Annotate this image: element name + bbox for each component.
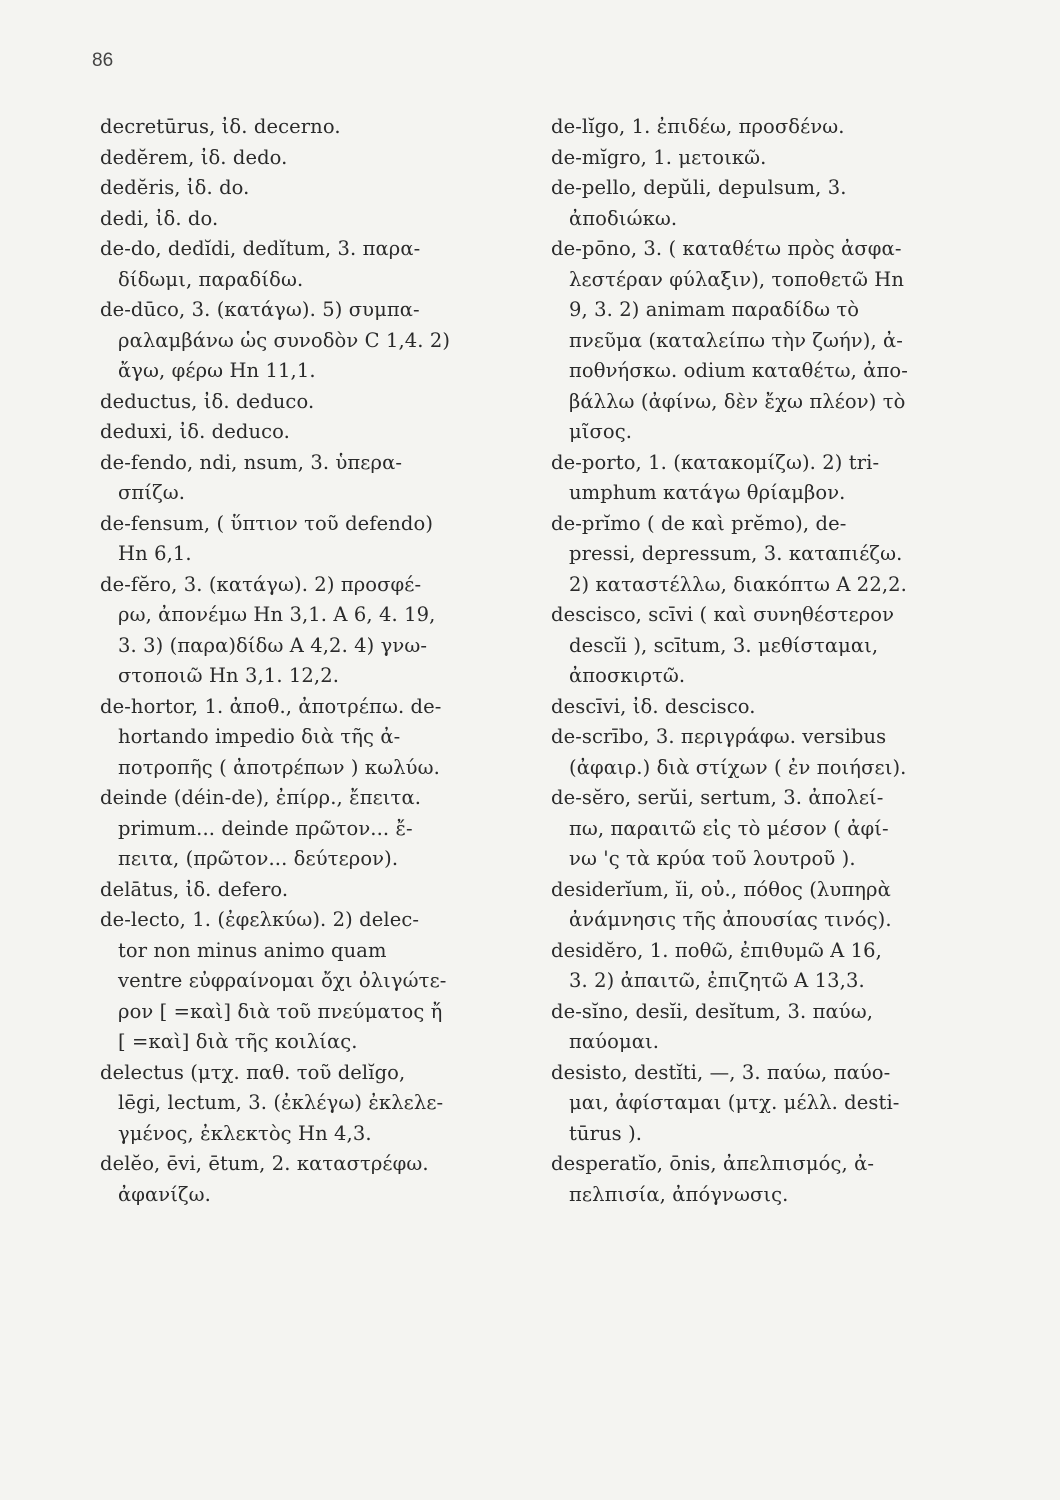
entry-line: descĭi ), scītum, 3. μεθίσταμαι, bbox=[569, 633, 879, 657]
entry-line: 2) καταστέλλω, διακόπτω A 22,2. bbox=[569, 572, 907, 596]
dictionary-entry bbox=[551, 692, 983, 723]
entry-line: de-pello, depŭli, depulsum, 3. bbox=[551, 176, 847, 199]
dictionary-entry bbox=[100, 295, 530, 387]
entry-line: de-porto, 1. (κατακομίζω). 2) tri- bbox=[551, 450, 880, 474]
entry-line: decretūrus, ἰδ. decerno. bbox=[100, 115, 341, 138]
entry-line: lēgi, lectum, 3. (ἐκλέγω) ἐκλελε- bbox=[118, 1091, 444, 1114]
entry-line: desidĕro, 1. ποθῶ, ἐπιθυμῶ A 16, bbox=[551, 938, 882, 962]
entry-line: dedĕris, ἰδ. do. bbox=[100, 176, 250, 199]
entry-line: ρον [ =καὶ] διὰ τοῦ πνεύματος ἤ bbox=[118, 999, 443, 1023]
dictionary-entry bbox=[551, 1149, 983, 1210]
entry-line: νω 'ς τὰ κρύα τοῦ λουτροῦ ). bbox=[569, 847, 856, 870]
entry-line: delātus, ἰδ. defero. bbox=[100, 877, 289, 901]
left-column bbox=[100, 112, 530, 1210]
entry-line: de-pōno, 3. ( καταθέτω πρὸς ἀσφα- bbox=[551, 237, 902, 260]
entry-line: deductus, ἰδ. deduco. bbox=[100, 389, 315, 413]
entry-line: πειτα, (πρῶτον... δεύτερον). bbox=[118, 847, 399, 870]
entry-line: γμένος, ἐκλεκτὸς Hn 4,3. bbox=[118, 1121, 372, 1145]
entry-line: dedĕrem, ἰδ. dedo. bbox=[100, 145, 288, 169]
dictionary-entry bbox=[551, 1058, 983, 1150]
entry-line: desperatĭo, ōnis, ἀπελπισμός, ἀ- bbox=[551, 1152, 875, 1175]
dictionary-entry bbox=[100, 387, 530, 418]
entry-line: de-dūco, 3. (κατάγω). 5) συμπα- bbox=[100, 298, 420, 321]
dictionary-entry bbox=[100, 234, 530, 295]
entry-line: ποτροπῆς ( ἀποτρέπων ) κωλύω. bbox=[118, 755, 440, 779]
right-column bbox=[551, 112, 983, 1210]
entry-line: ἀφανίζω. bbox=[118, 1182, 211, 1206]
entry-line: μαι, ἀφίσταμαι (μτχ. μέλλ. desti- bbox=[569, 1091, 900, 1114]
entry-line: de-do, dedĭdi, dedĭtum, 3. παρα- bbox=[100, 237, 421, 260]
dictionary-entry bbox=[100, 417, 530, 448]
entry-line: δίδωμι, παραδίδω. bbox=[118, 267, 304, 291]
dictionary-entry bbox=[551, 722, 983, 783]
entry-line: de-mĭgro, 1. μετοικῶ. bbox=[551, 145, 767, 169]
dictionary-entry bbox=[100, 875, 530, 906]
dictionary-entry bbox=[551, 997, 983, 1058]
entry-line: tūrus ). bbox=[569, 1121, 643, 1145]
entry-line: de-prĭmo ( de καὶ prĕmo), de- bbox=[551, 511, 847, 535]
dictionary-entry bbox=[551, 783, 983, 875]
entry-line: Hn 6,1. bbox=[118, 542, 192, 565]
dictionary-entry bbox=[551, 143, 983, 174]
dictionary-entry bbox=[551, 112, 983, 143]
entry-line: dedi, ἰδ. do. bbox=[100, 206, 219, 230]
entry-line: ἀποδιώκω. bbox=[569, 206, 678, 230]
entry-line: descisco, scīvi ( καὶ συνηθέστερον bbox=[551, 603, 895, 626]
dictionary-entry bbox=[551, 936, 983, 997]
dictionary-entry bbox=[100, 1058, 530, 1150]
entry-line: 3. 2) ἀπαιτῶ, ἐπιζητῶ A 13,3. bbox=[569, 969, 865, 992]
entry-line: desiderĭum, ĭi, οὐ., πόθος (λυπηρὰ bbox=[551, 877, 891, 901]
entry-line: de-sĕro, serŭi, sertum, 3. ἀπολεί- bbox=[551, 786, 884, 809]
entry-line: ventre εὐφραίνομαι ὄχι ὀλιγώτε- bbox=[118, 969, 447, 992]
entry-line: ἀποσκιρτῶ. bbox=[569, 664, 686, 687]
dictionary-entry bbox=[100, 143, 530, 174]
dictionary-entry bbox=[551, 234, 983, 448]
dictionary-entry bbox=[100, 448, 530, 509]
entry-line: tor non minus animo quam bbox=[118, 938, 387, 962]
entry-line: πνεῦμα (καταλείπω τὴν ζωήν), ἀ- bbox=[569, 328, 903, 352]
entry-line: de-scrībo, 3. περιγράφω. versibus bbox=[551, 725, 887, 748]
entry-line: hortando impedio διὰ τῆς ἀ- bbox=[118, 725, 401, 748]
entry-line: πω, παραιτῶ εἰς τὸ μέσον ( ἀφί- bbox=[569, 816, 889, 840]
dictionary-entry bbox=[551, 448, 983, 509]
entry-line: ρω, ἀπονέμω Hn 3,1. A 6, 4. 19, bbox=[118, 603, 436, 626]
dictionary-entry bbox=[100, 783, 530, 875]
entry-line: λεστέραν φύλαξιν), τοποθετῶ Hn bbox=[569, 267, 905, 291]
page-number: 86 bbox=[92, 50, 114, 71]
entry-line: παύομαι. bbox=[569, 1030, 660, 1053]
entry-line: de-fensum, ( ὕπτιον τοῦ defendo) bbox=[100, 511, 434, 535]
entry-line: σπίζω. bbox=[118, 481, 186, 504]
dictionary-entry bbox=[100, 204, 530, 235]
entry-line: de-lĭgo, 1. ἐπιδέω, προσδένω. bbox=[551, 115, 845, 138]
entry-line: de-hortor, 1. ἀποθ., ἀποτρέπω. de- bbox=[100, 694, 442, 718]
dictionary-entry bbox=[551, 600, 983, 692]
entry-line: descīvi, ἰδ. descisco. bbox=[551, 694, 756, 718]
entry-line: de-sĭno, desĭi, desĭtum, 3. παύω, bbox=[551, 999, 874, 1023]
dictionary-entry bbox=[100, 905, 530, 1058]
entry-line: ἄγω, φέρω Hn 11,1. bbox=[118, 359, 316, 382]
dictionary-entry bbox=[551, 875, 983, 936]
entry-line: μῖσος. bbox=[569, 420, 633, 443]
dictionary-entry bbox=[551, 509, 983, 601]
entry-line: de-fendo, ndi, nsum, 3. ὑπερα- bbox=[100, 450, 403, 474]
entry-line: ἀνάμνησις τῆς ἀπουσίας τινός). bbox=[569, 908, 892, 931]
entry-line: βάλλω (ἀφίνω, δὲν ἔχω πλέον) τὸ bbox=[569, 389, 906, 413]
entry-line: ραλαμβάνω ὡς συνοδὸν C 1,4. 2) bbox=[118, 328, 451, 352]
dictionary-entry bbox=[100, 692, 530, 784]
dictionary-entry bbox=[100, 1149, 530, 1210]
dictionary-entry bbox=[551, 173, 983, 234]
entry-line: de-fĕro, 3. (κατάγω). 2) προσφέ- bbox=[100, 572, 422, 596]
dictionary-entry bbox=[100, 509, 530, 570]
entry-line: delĕo, ēvi, ētum, 2. καταστρέφω. bbox=[100, 1152, 429, 1175]
entry-line: deduxi, ἰδ. deduco. bbox=[100, 420, 290, 443]
entry-line: pressi, depressum, 3. καταπιέζω. bbox=[569, 542, 903, 565]
dictionary-entry bbox=[100, 570, 530, 692]
entry-line: (ἀφαιρ.) διὰ στίχων ( ἐν ποιήσει). bbox=[569, 755, 907, 779]
entry-line: primum... deinde πρῶτον... ἔ- bbox=[118, 816, 413, 840]
entry-line: de-lecto, 1. (ἐφελκύω). 2) delec- bbox=[100, 908, 420, 931]
entry-line: 3. 3) (παρα)δίδω A 4,2. 4) γνω- bbox=[118, 633, 428, 657]
entry-line: ποθνήσκω. odium καταθέτω, ἀπο- bbox=[569, 359, 908, 382]
entry-line: delectus (μτχ. παθ. τοῦ delĭgo, bbox=[100, 1060, 406, 1084]
entry-line: umphum κατάγω θρίαμβον. bbox=[569, 481, 846, 504]
entry-line: στοποιῶ Hn 3,1. 12,2. bbox=[118, 664, 340, 687]
entry-line: deinde (déin-de), ἐπίρρ., ἔπειτα. bbox=[100, 786, 422, 809]
entry-line: [ =καὶ] διὰ τῆς κοιλίας. bbox=[118, 1030, 358, 1053]
dictionary-entry bbox=[100, 173, 530, 204]
entry-line: 9, 3. 2) animam παραδίδω τὸ bbox=[569, 298, 860, 321]
entry-line: desisto, destĭti, —, 3. παύω, παύο- bbox=[551, 1060, 891, 1084]
dictionary-entry bbox=[100, 112, 530, 143]
entry-line: πελπισία, ἀπόγνωσις. bbox=[569, 1182, 789, 1206]
